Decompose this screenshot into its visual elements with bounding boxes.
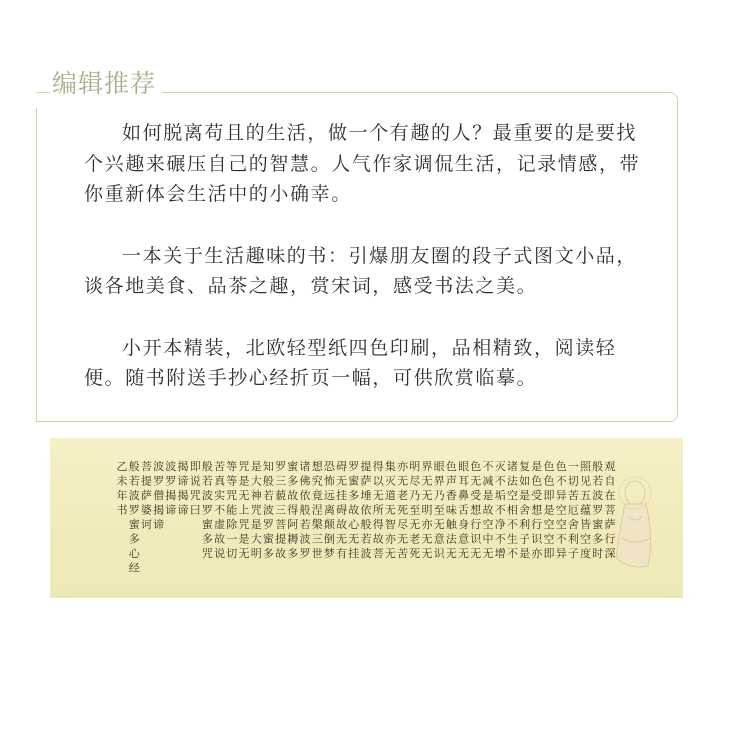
calligraphy-text-columns — [117, 459, 616, 575]
paragraph-1: 如何脱离苟且的生活，做一个有趣的人？最重要的是要找个兴趣来碾压自己的智慧。人气作家调侃生活，记录情感，带你重新体会生活中的小确幸。 — [84, 122, 641, 205]
calligraphy-column: 般若波罗蜜多时 — [592, 460, 604, 560]
recommendation-body — [84, 118, 654, 394]
calligraphy-column: 集灭道无智亦无 — [384, 460, 396, 560]
calligraphy-column: 复如是舍利子是 — [519, 460, 531, 560]
calligraphy-column: 一切苦厄舍利子 — [567, 460, 579, 560]
calligraphy-column: 苦真实不虚故说 — [214, 460, 226, 560]
calligraphy-column: 等等咒能除一切 — [226, 460, 238, 560]
calligraphy-column: 明尽乃至无老死 — [409, 460, 421, 560]
calligraphy-column: 菩提萨婆诃 — [140, 460, 152, 531]
calligraphy-column: 界无无明亦无无 — [421, 460, 433, 560]
calligraphy-column: 波罗揭谛 — [165, 460, 177, 517]
calligraphy-column: 乙未年书 — [116, 460, 128, 517]
calligraphy-column: 色色即是空空即 — [543, 460, 555, 560]
calligraphy-column: 亦无老死尽无苦 — [397, 460, 409, 560]
calligraphy-column: 色无受想行识无 — [470, 460, 482, 560]
calligraphy-column: 想究竟涅槃三世 — [311, 460, 323, 560]
calligraphy-column: 灭不垢不净不增 — [494, 460, 506, 560]
scroll-illustration — [50, 438, 683, 598]
calligraphy-column: 罗蜜多故心无挂 — [348, 460, 360, 560]
calligraphy-column: 波罗僧揭谛 — [153, 460, 165, 531]
calligraphy-column: 蜜多故得阿耨多 — [287, 460, 299, 560]
calligraphy-column: 不减是故空中无 — [482, 460, 494, 560]
calligraphy-column: 是大神咒是大明 — [250, 460, 262, 560]
calligraphy-column: 色声香味触法无 — [445, 460, 457, 560]
calligraphy-column: 罗三藐三菩提故 — [275, 460, 287, 560]
calligraphy-column: 恐怖远离颠倒梦 — [323, 460, 335, 560]
calligraphy-column: 碍无挂碍故无有 — [336, 460, 348, 560]
calligraphy-column: 眼耳鼻舌身意无 — [458, 460, 470, 560]
calligraphy-column: 般若波罗蜜多咒 — [201, 460, 213, 560]
calligraphy-column: 得以无所得故菩 — [372, 460, 384, 560]
calligraphy-column: 咒是无上咒是无 — [238, 460, 250, 560]
section-heading: 编辑推荐 — [50, 66, 162, 102]
paragraph-3: 小开本精装，北欧轻型纸四色印刷，品相精致，阅读轻便。随书附送手抄心经折页一幅，可供欣赏临摹。 — [84, 336, 617, 389]
calligraphy-column: 是色受想行识亦 — [531, 460, 543, 560]
calligraphy-column: 即说咒曰 — [189, 460, 201, 517]
calligraphy-column: 色不异空空不异 — [555, 460, 567, 560]
calligraphy-column: 揭谛揭谛 — [177, 460, 189, 517]
calligraphy-column: 观自在菩萨行深 — [604, 460, 616, 560]
content-frame-left-edge — [36, 108, 37, 422]
guanyin-figure-icon — [616, 477, 651, 567]
calligraphy-column: 照见五蕴皆空度 — [580, 460, 592, 560]
heart-sutra-scroll-image — [50, 438, 683, 598]
calligraphy-column: 知般若波罗蜜多 — [262, 460, 274, 560]
calligraphy-column: 诸法空相不生不 — [506, 460, 518, 560]
calligraphy-column: 般若波罗蜜多心经 — [128, 460, 140, 575]
calligraphy-column: 提萨埵依般若波 — [360, 460, 372, 560]
paragraph-2: 一本关于生活趣味的书：引爆朋友圈的段子式图文小品，谈各地美食、品茶之趣，赏宋词，感受书法之美。 — [84, 244, 638, 297]
calligraphy-column: 诸佛依般若波罗 — [299, 460, 311, 560]
calligraphy-column: 眼界乃至无意识 — [433, 460, 445, 560]
